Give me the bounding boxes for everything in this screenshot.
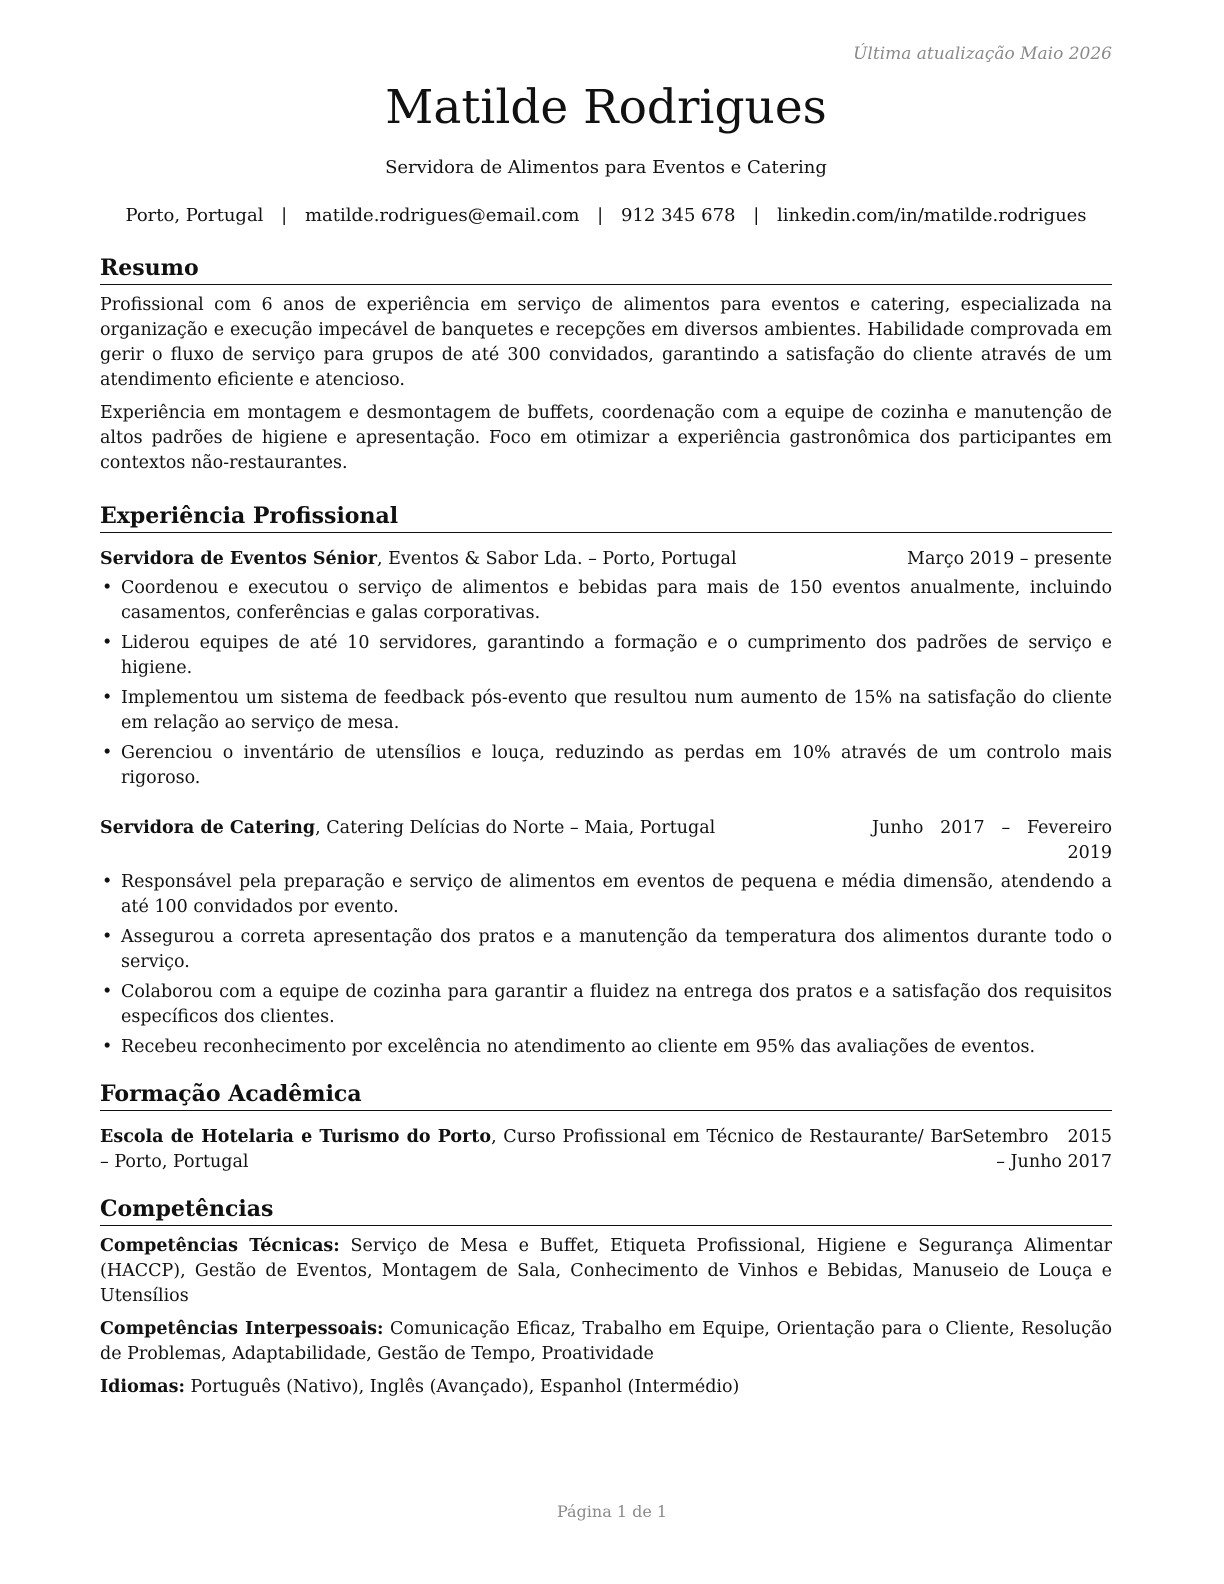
- job-header: [100, 816, 1112, 866]
- bullet-text: Liderou equipes de até 10 servidores, garantindo a formação e o cumprimento dos padrões de serviço e higiene.: [121, 633, 1112, 678]
- skill-line: [100, 1317, 1112, 1367]
- job-header: [100, 547, 1112, 572]
- skill-value: Serviço de Mesa e Buffet, Etiqueta Profissional, Higiene e Segurança Alimentar (HACCP), Gestão de Eventos, Montagem de Sala, Conhecimento de Vinhos e Bebidas, Manuseio de Louça e Utensílios: [100, 1236, 1112, 1306]
- job-role: Servidora de Eventos Sénior: [100, 549, 377, 569]
- resume-page: [100, 40, 1112, 1400]
- education-school: Escola de Hotelaria e Turismo do Porto: [100, 1127, 492, 1147]
- contact-phone: 912 345 678: [620, 205, 736, 226]
- skill-label: Competências Técnicas:: [100, 1236, 340, 1256]
- bullet-text: Coordenou e executou o serviço de alimentos e bebidas para mais de 150 eventos anualmente, incluindo casamentos, conferências e galas corporativas.: [121, 578, 1112, 623]
- contact-separator: |: [281, 205, 288, 226]
- section-title-summary: Resumo: [100, 254, 1112, 285]
- list-item: [100, 631, 1112, 681]
- job-title: Servidora de Alimentos para Eventos e Catering: [385, 157, 827, 178]
- education-dates: Setembro 2015 – Junho 2017: [962, 1127, 1112, 1172]
- bullet-icon: •: [102, 688, 113, 708]
- skill-line: [100, 1375, 1112, 1400]
- bullet-icon: •: [102, 578, 113, 598]
- list-item: [100, 870, 1112, 920]
- bullet-text: Assegurou a correta apresentação dos pratos e a manutenção da temperatura dos alimentos durante todo o serviço.: [121, 927, 1112, 972]
- list-item: [100, 1035, 1112, 1060]
- bullet-text: Recebeu reconhecimento por excelência no atendimento ao cliente em 95% das avaliações de eventos.: [121, 1037, 1036, 1057]
- list-item: [100, 741, 1112, 791]
- bullet-text: Colaborou com a equipe de cozinha para garantir a fluidez na entrega dos pratos e a satisfação dos requisitos específicos dos clientes.: [121, 982, 1112, 1027]
- summary-paragraph: Profissional com 6 anos de experiência em serviço de alimentos para eventos e catering, especializada na organização e execução impecável de banquetes e recepções em diversos ambientes. Habilidade comprovada em gerir o fluxo de serviço para grupos de até 300 convidados, garantindo a satisfação do cliente através de um atendimento eficiente e atencioso.: [100, 295, 1112, 390]
- contact-linkedin[interactable]: linkedin.com/in/matilde.rodrigues: [777, 205, 1087, 226]
- bullet-text: Implementou um sistema de feedback pós-evento que resultou num aumento de 15% na satisfação do cliente em relação ao serviço de mesa.: [121, 688, 1112, 733]
- summary-paragraph: Experiência em montagem e desmontagem de buffets, coordenação com a equipe de cozinha e manutenção de altos padrões de higiene e apresentação. Foco em otimizar a experiência gastronômica dos participantes em contextos não-restaurantes.: [100, 403, 1112, 473]
- contact-location: Porto, Portugal: [125, 205, 264, 226]
- contact-separator: |: [597, 205, 604, 226]
- job-role: Servidora de Catering: [100, 818, 316, 838]
- contact-line: [100, 204, 1112, 228]
- contact-email[interactable]: matilde.rodrigues@email.com: [304, 205, 580, 226]
- education-entry: [100, 1125, 1112, 1175]
- education-course: , Curso Profissional em Técnico de Restaurante/ Bar – Porto, Portugal: [100, 1127, 962, 1172]
- candidate-name: Matilde Rodrigues: [385, 80, 827, 135]
- job-dates: Março 2019 – presente: [907, 549, 1112, 569]
- job-dates: Junho 2017 – Fevereiro 2019: [872, 818, 1112, 863]
- skill-value: Português (Nativo), Inglês (Avançado), Espanhol (Intermédio): [184, 1377, 740, 1397]
- section-title-experience: Experiência Profissional: [100, 502, 1112, 533]
- last-updated: Última atualização Maio 2026: [853, 44, 1112, 64]
- contact-separator: |: [753, 205, 760, 226]
- bullet-icon: •: [102, 1037, 113, 1057]
- job-company: , Catering Delícias do Norte – Maia, Portugal: [315, 818, 716, 838]
- job-company: , Eventos & Sabor Lda. – Porto, Portugal: [376, 549, 737, 569]
- bullet-icon: •: [102, 633, 113, 653]
- job-role-company: [100, 816, 872, 866]
- job-bullet-list: [100, 576, 1112, 791]
- skill-label: Competências Interpessoais:: [100, 1319, 384, 1339]
- bullet-icon: •: [102, 872, 113, 892]
- list-item: [100, 980, 1112, 1030]
- skill-value: Comunicação Eficaz, Trabalho em Equipe, Orientação para o Cliente, Resolução de Problemas, Adaptabilidade, Gestão de Tempo, Proatividade: [100, 1319, 1112, 1364]
- page-number: Página 1 de 1: [556, 1502, 668, 1521]
- education-school-course: [100, 1125, 962, 1175]
- job-bullet-list: [100, 870, 1112, 1060]
- section-title-skills: Competências: [100, 1195, 1112, 1226]
- bullet-icon: •: [102, 927, 113, 947]
- section-title-education: Formação Acadêmica: [100, 1080, 1112, 1111]
- bullet-icon: •: [102, 743, 113, 763]
- list-item: [100, 925, 1112, 975]
- job-role-company: [100, 547, 907, 572]
- list-item: [100, 686, 1112, 736]
- list-item: [100, 576, 1112, 626]
- bullet-icon: •: [102, 982, 113, 1002]
- skill-line: [100, 1234, 1112, 1309]
- skill-label: Idiomas:: [100, 1377, 185, 1397]
- bullet-text: Responsável pela preparação e serviço de alimentos em eventos de pequena e média dimensão, atendendo a até 100 convidados por evento.: [121, 872, 1112, 917]
- bullet-text: Gerenciou o inventário de utensílios e louça, reduzindo as perdas em 10% através de um controlo mais rigoroso.: [121, 743, 1112, 788]
